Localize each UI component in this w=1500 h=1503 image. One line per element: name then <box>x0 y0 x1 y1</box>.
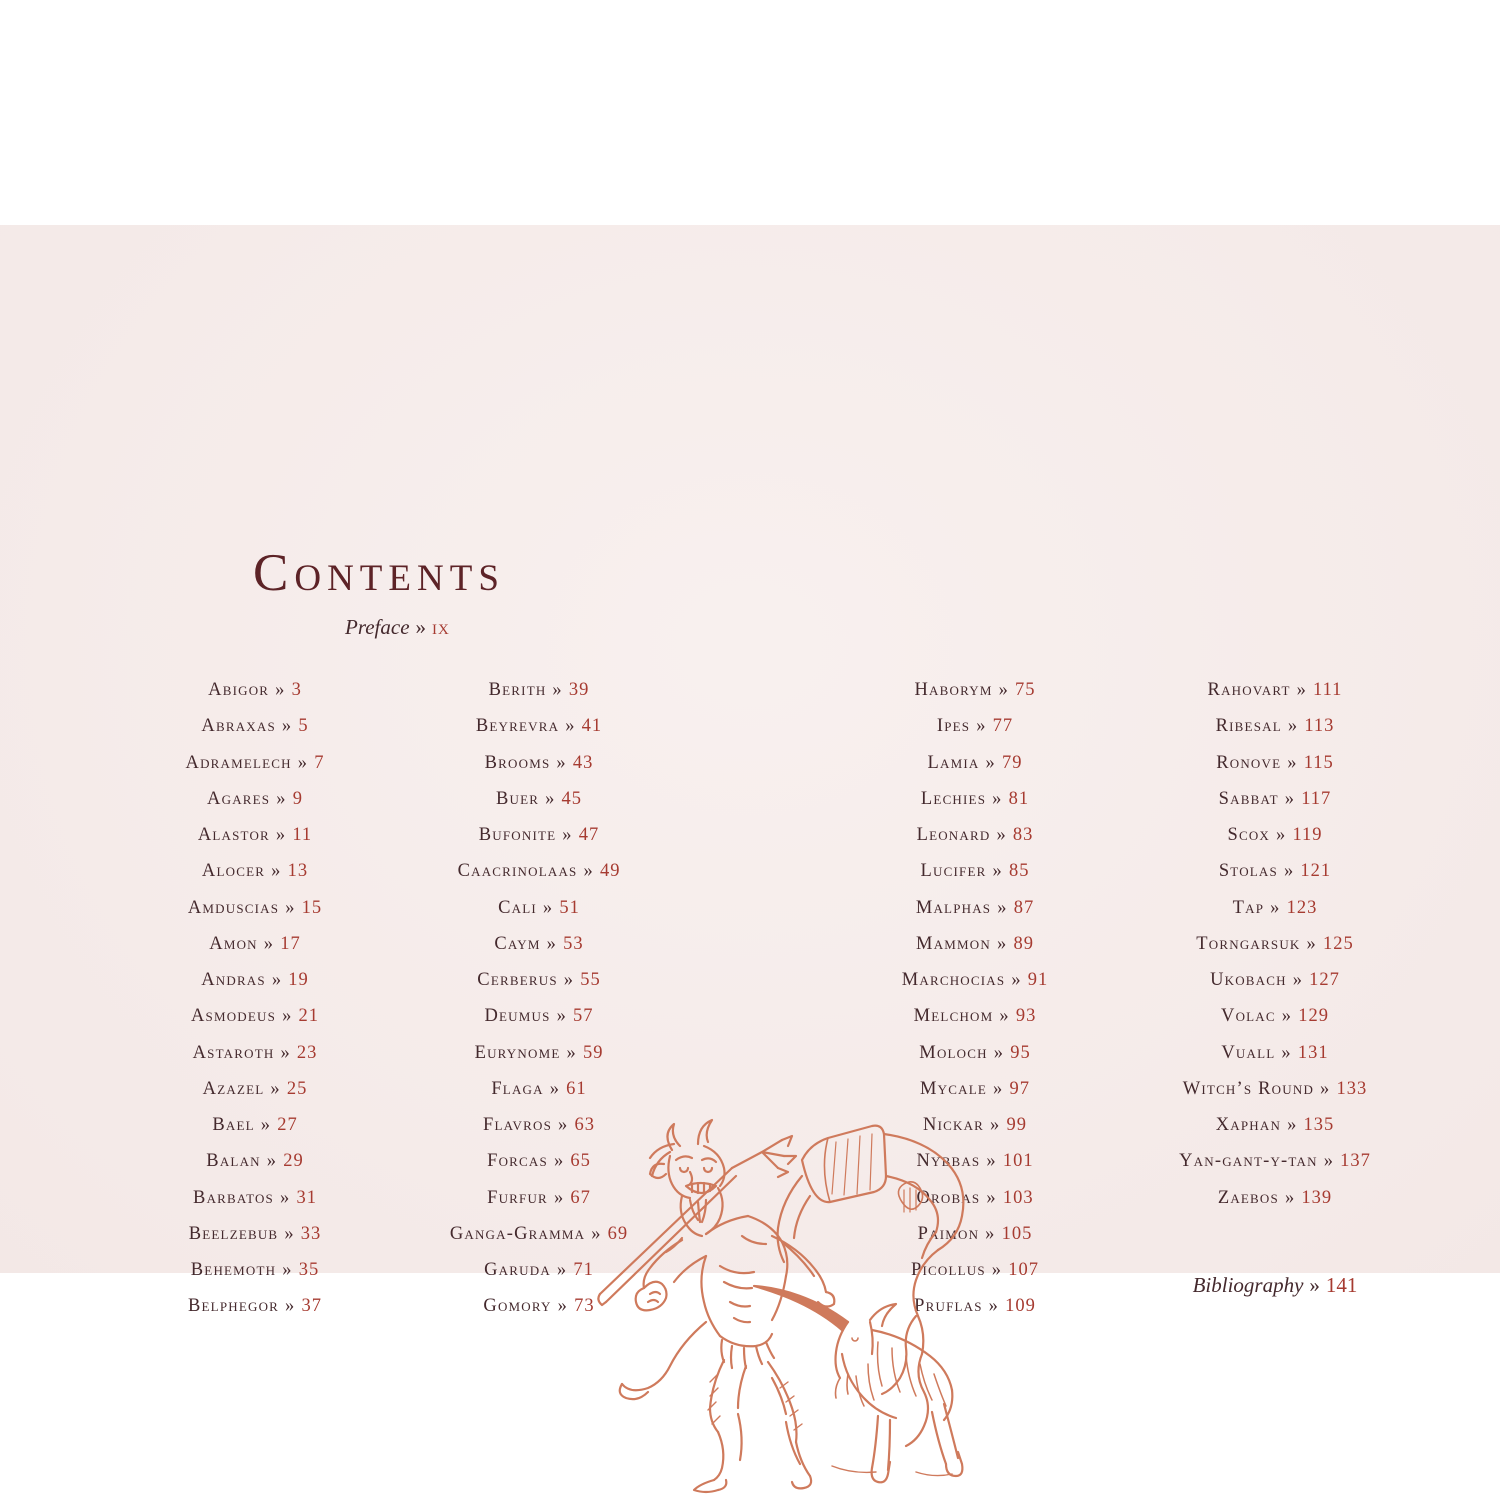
toc-entry <box>383 962 695 998</box>
guillemet-separator: » <box>285 897 296 918</box>
toc-entry <box>95 672 415 708</box>
guillemet-separator: » <box>553 1151 565 1172</box>
guillemet-separator: » <box>1320 1078 1331 1099</box>
entry-name: Furfur <box>487 1187 548 1208</box>
entry-name: Mammon <box>916 933 991 954</box>
toc-entry <box>383 890 695 926</box>
bibliography-entry <box>1108 1273 1442 1298</box>
toc-entry <box>95 781 415 817</box>
guillemet-separator: » <box>1309 1273 1320 1297</box>
guillemet-separator: » <box>1292 970 1304 990</box>
toc-entry <box>818 672 1132 708</box>
entry-name: Bael <box>212 1115 255 1135</box>
entry-page-number: 91 <box>1027 970 1049 990</box>
guillemet-separator: » <box>986 1151 997 1172</box>
entry-name: Nickar <box>923 1115 985 1135</box>
toc-entry <box>818 708 1132 744</box>
entry-page-number: 83 <box>1012 825 1034 845</box>
entry-name: Rahovart <box>1207 680 1291 700</box>
guillemet-separator: » <box>558 1115 569 1135</box>
guillemet-separator: » <box>282 1006 293 1027</box>
entry-page-number: 113 <box>1304 716 1335 737</box>
entry-name: Gomory <box>483 1296 552 1317</box>
entry-name: Caym <box>494 933 541 954</box>
guillemet-separator: » <box>542 897 554 918</box>
toc-entry <box>95 817 415 853</box>
preface-label: Preface <box>345 615 410 639</box>
entry-name: Lucifer <box>920 861 987 882</box>
entry-name: Picollus <box>911 1260 986 1280</box>
entry-name: Astaroth <box>192 1042 275 1063</box>
toc-entry <box>1108 1035 1442 1071</box>
guillemet-separator: » <box>282 1260 293 1280</box>
entry-name: Berith <box>488 680 547 700</box>
guillemet-separator: » <box>1284 788 1296 809</box>
guillemet-separator: » <box>1323 1151 1335 1172</box>
guillemet-separator: » <box>280 1042 291 1063</box>
toc-entry <box>1108 926 1442 962</box>
entry-page-number: 25 <box>286 1078 308 1099</box>
entry-name: Volac <box>1221 1006 1276 1027</box>
entry-page-number: 79 <box>1001 752 1023 773</box>
entry-name: Abigor <box>208 680 270 700</box>
entry-page-number: 89 <box>1013 933 1034 954</box>
entry-page-number: 23 <box>296 1042 318 1063</box>
guillemet-separator: » <box>1281 1006 1293 1027</box>
entry-page-number: 43 <box>572 752 594 773</box>
guillemet-separator: » <box>260 1115 272 1135</box>
entry-page-number: 3 <box>291 680 302 700</box>
entry-name: Orobas <box>916 1187 981 1208</box>
entry-page-number: 39 <box>568 680 590 700</box>
toc-entry <box>1108 708 1442 744</box>
entry-page-number: 93 <box>1015 1006 1037 1027</box>
guillemet-separator: » <box>1306 933 1317 954</box>
toc-entry <box>95 853 415 889</box>
entry-name: Alocer <box>201 861 266 882</box>
guillemet-separator: » <box>996 825 1007 845</box>
toc-entry <box>818 890 1132 926</box>
toc-entry <box>818 853 1132 889</box>
entry-name: Ukobach <box>1210 970 1287 990</box>
entry-name: Ipes <box>936 716 971 737</box>
entry-page-number: 33 <box>300 1223 322 1244</box>
entry-name: Mycale <box>920 1078 988 1099</box>
guillemet-separator: » <box>275 825 287 845</box>
demon-figure <box>598 1120 834 1492</box>
page-title: Contents <box>253 544 505 602</box>
toc-column-1 <box>95 672 415 1325</box>
entry-page-number: 77 <box>992 716 1014 737</box>
entry-page-number: 15 <box>301 897 323 918</box>
entry-page-number: 105 <box>1001 1223 1033 1244</box>
entry-page-number: 75 <box>1015 680 1036 700</box>
entry-name: Andras <box>201 970 266 990</box>
entry-name: Melchom <box>913 1006 994 1027</box>
toc-entry <box>1108 998 1442 1034</box>
entry-page-number: 13 <box>287 861 309 882</box>
entry-page-number: 49 <box>599 861 621 882</box>
toc-entry <box>95 1288 415 1324</box>
entry-name: Azazel <box>202 1078 265 1099</box>
guillemet-separator: » <box>556 1260 568 1280</box>
entry-page-number: 135 <box>1303 1115 1335 1135</box>
guillemet-separator: » <box>992 861 1003 882</box>
entry-name: Belphegor <box>188 1296 280 1317</box>
entry-page-number: 115 <box>1303 752 1334 773</box>
guillemet-separator: » <box>546 933 558 954</box>
entry-name: Flaga <box>491 1078 544 1099</box>
entry-page-number: 85 <box>1008 861 1030 882</box>
entry-page-number: 21 <box>298 1006 320 1027</box>
toc-entry <box>95 926 415 962</box>
guillemet-separator: » <box>583 861 594 882</box>
toc-entry <box>1108 1180 1442 1216</box>
toc-entry <box>1108 672 1442 708</box>
toc-entry <box>818 1071 1132 1107</box>
toc-entry <box>95 745 415 781</box>
preface-page-number: ix <box>432 615 450 639</box>
entry-page-number: 73 <box>574 1296 595 1317</box>
guillemet-separator: » <box>263 933 275 954</box>
guillemet-separator: » <box>986 1187 997 1208</box>
entry-name: Ganga-Gramma <box>449 1223 586 1244</box>
toc-entry <box>1108 781 1442 817</box>
entry-page-number: 53 <box>563 933 584 954</box>
entry-page-number: 111 <box>1313 680 1343 700</box>
guillemet-separator: » <box>415 615 427 639</box>
guillemet-separator: » <box>996 933 1008 954</box>
guillemet-separator: » <box>1281 1042 1292 1063</box>
guillemet-separator: » <box>993 1078 1004 1099</box>
entry-name: Amon <box>209 933 258 954</box>
entry-page-number: 99 <box>1006 1115 1027 1135</box>
entry-name: Nybbas <box>916 1151 981 1172</box>
entry-name: Deumus <box>484 1006 551 1027</box>
toc-entry <box>95 1071 415 1107</box>
toc-entry <box>383 853 695 889</box>
entry-page-number: 9 <box>292 788 303 809</box>
entry-name: Forcas <box>487 1151 548 1172</box>
bibliography-label: Bibliography <box>1192 1273 1304 1297</box>
guillemet-separator: » <box>562 825 573 845</box>
entry-name: Bufonite <box>478 825 557 845</box>
toc-entry <box>95 1143 415 1179</box>
entry-page-number: 47 <box>578 825 600 845</box>
entry-page-number: 87 <box>1013 897 1035 918</box>
entry-name: Malphas <box>915 897 992 918</box>
guillemet-separator: » <box>591 1223 602 1244</box>
guillemet-separator: » <box>993 1042 1005 1063</box>
entry-name: Sabbat <box>1218 788 1279 809</box>
entry-name: Haborym <box>914 680 993 700</box>
guillemet-separator: » <box>998 680 1010 700</box>
toc-entry <box>383 998 695 1034</box>
entry-page-number: 29 <box>283 1151 304 1172</box>
entry-page-number: 121 <box>1300 861 1332 882</box>
toc-entry <box>95 1216 415 1252</box>
toc-entry <box>1108 1071 1442 1107</box>
entry-page-number: 59 <box>582 1042 604 1063</box>
toc-entry <box>1108 853 1442 889</box>
entry-page-number: 139 <box>1301 1187 1333 1208</box>
entry-name: Garuda <box>484 1260 551 1280</box>
guillemet-separator: » <box>270 1078 281 1099</box>
entry-name: Moloch <box>919 1042 988 1063</box>
entry-page-number: 65 <box>570 1151 591 1172</box>
entry-name: Caacrinolaas <box>457 861 578 882</box>
toc-entry <box>383 781 695 817</box>
toc-entry <box>1108 1107 1442 1143</box>
guillemet-separator: » <box>281 716 293 737</box>
entry-page-number: 27 <box>277 1115 298 1135</box>
entry-name: Barbatos <box>193 1187 274 1208</box>
toc-entry <box>95 962 415 998</box>
entry-page-number: 57 <box>573 1006 594 1027</box>
guillemet-separator: » <box>1283 861 1295 882</box>
entry-page-number: 61 <box>566 1078 587 1099</box>
toc-entry <box>818 1035 1132 1071</box>
entry-name: Paimon <box>917 1223 980 1244</box>
entry-page-number: 95 <box>1010 1042 1031 1063</box>
toc-entry <box>95 998 415 1034</box>
guillemet-separator: » <box>271 970 283 990</box>
toc-entry <box>383 708 695 744</box>
entry-name: Agares <box>207 788 271 809</box>
toc-entry <box>818 998 1132 1034</box>
toc-entry <box>1108 890 1442 926</box>
bibliography-page-number: 141 <box>1325 1273 1358 1297</box>
toc-entry <box>383 672 695 708</box>
guillemet-separator: » <box>549 1078 561 1099</box>
entry-page-number: 35 <box>298 1260 320 1280</box>
guillemet-separator: » <box>1296 680 1308 700</box>
entry-page-number: 127 <box>1309 970 1340 990</box>
entry-name: Cali <box>498 897 537 918</box>
entry-name: Adramelech <box>185 752 292 773</box>
entry-name: Ribesal <box>1215 716 1282 737</box>
toc-entry <box>1108 962 1442 998</box>
entry-name: Torngarsuk <box>1196 933 1301 954</box>
demon-goat-illustration <box>586 1116 984 1498</box>
entry-page-number: 133 <box>1336 1078 1368 1099</box>
entry-page-number: 125 <box>1322 933 1354 954</box>
guillemet-separator: » <box>988 1296 1000 1317</box>
entry-page-number: 107 <box>1008 1260 1039 1280</box>
toc-entry <box>95 708 415 744</box>
entry-name: Xaphan <box>1215 1115 1282 1135</box>
entry-name: Tap <box>1232 897 1265 918</box>
entry-name: Alastor <box>197 825 270 845</box>
entry-page-number: 119 <box>1292 825 1323 845</box>
entry-name: Pruflas <box>914 1296 983 1317</box>
toc-entry <box>1108 817 1442 853</box>
guillemet-separator: » <box>990 1115 1001 1135</box>
guillemet-separator: » <box>1270 897 1281 918</box>
guillemet-separator: » <box>280 1187 291 1208</box>
entry-name: Abraxas <box>201 716 276 737</box>
guillemet-separator: » <box>991 1260 1003 1280</box>
guillemet-separator: » <box>566 1042 577 1063</box>
entry-page-number: 109 <box>1005 1296 1036 1317</box>
toc-entry <box>95 890 415 926</box>
guillemet-separator: » <box>1287 752 1298 773</box>
guillemet-separator: » <box>557 1296 569 1317</box>
guillemet-separator: » <box>545 788 556 809</box>
entry-name: Asmodeus <box>190 1006 277 1027</box>
entry-page-number: 31 <box>296 1187 317 1208</box>
entry-name: Zaebos <box>1217 1187 1279 1208</box>
entry-name: Yan-gant-y-tan <box>1179 1151 1318 1172</box>
entry-name: Ronove <box>1216 752 1282 773</box>
guillemet-separator: » <box>1287 1115 1298 1135</box>
entry-name: Cerberus <box>477 970 558 990</box>
entry-page-number: 17 <box>280 933 301 954</box>
toc-entry <box>95 1180 415 1216</box>
toc-entry <box>383 926 695 962</box>
entry-name: Witch’s Round <box>1182 1078 1315 1099</box>
entry-name: Beyrevra <box>475 716 560 737</box>
entry-name: Flavros <box>483 1115 553 1135</box>
guillemet-separator: » <box>556 752 567 773</box>
entry-name: Beelzebub <box>188 1223 279 1244</box>
entry-name: Scox <box>1227 825 1270 845</box>
guillemet-separator: » <box>1011 970 1022 990</box>
toc-entry <box>818 781 1132 817</box>
entry-page-number: 69 <box>607 1223 629 1244</box>
entry-page-number: 81 <box>1008 788 1030 809</box>
guillemet-separator: » <box>285 1296 296 1317</box>
guillemet-separator: » <box>992 788 1003 809</box>
guillemet-separator: » <box>1276 825 1287 845</box>
entry-page-number: 129 <box>1298 1006 1329 1027</box>
guillemet-separator: » <box>275 680 286 700</box>
entry-page-number: 71 <box>573 1260 594 1280</box>
entry-name: Balan <box>206 1151 261 1172</box>
toc-entry <box>818 962 1132 998</box>
entry-page-number: 103 <box>1002 1187 1034 1208</box>
entry-page-number: 45 <box>561 788 583 809</box>
preface-entry <box>345 615 450 640</box>
toc-entry <box>383 1035 695 1071</box>
guillemet-separator: » <box>276 788 287 809</box>
entry-name: Amduscias <box>187 897 280 918</box>
banner-horn <box>778 1126 964 1446</box>
entry-page-number: 37 <box>301 1296 322 1317</box>
toc-entry <box>95 1035 415 1071</box>
guillemet-separator: » <box>297 752 309 773</box>
toc-entry <box>383 817 695 853</box>
guillemet-separator: » <box>556 1006 568 1027</box>
guillemet-separator: » <box>985 1223 996 1244</box>
entry-page-number: 19 <box>288 970 309 990</box>
guillemet-separator: » <box>999 1006 1010 1027</box>
guillemet-separator: » <box>1284 1187 1296 1208</box>
entry-page-number: 97 <box>1009 1078 1030 1099</box>
toc-entry <box>818 926 1132 962</box>
entry-page-number: 5 <box>298 716 309 737</box>
entry-page-number: 123 <box>1286 897 1318 918</box>
guillemet-separator: » <box>565 716 576 737</box>
entry-name: Marchocias <box>901 970 1006 990</box>
toc-entry <box>95 1107 415 1143</box>
entry-name: Stolas <box>1218 861 1278 882</box>
entry-name: Eurynome <box>474 1042 561 1063</box>
entry-page-number: 101 <box>1002 1151 1034 1172</box>
entry-name: Brooms <box>484 752 551 773</box>
entry-name: Vuall <box>1221 1042 1276 1063</box>
entry-page-number: 41 <box>581 716 603 737</box>
entry-page-number: 11 <box>292 825 313 845</box>
book-page <box>0 225 1500 1317</box>
toc-entry <box>818 817 1132 853</box>
entry-page-number: 7 <box>314 752 325 773</box>
toc-entry <box>383 745 695 781</box>
toc-entry <box>95 1252 415 1288</box>
entry-name: Behemoth <box>190 1260 277 1280</box>
entry-page-number: 67 <box>570 1187 591 1208</box>
entry-page-number: 117 <box>1301 788 1332 809</box>
entry-name: Lamia <box>927 752 980 773</box>
entry-page-number: 51 <box>559 897 580 918</box>
guillemet-separator: » <box>266 1151 278 1172</box>
guillemet-separator: » <box>997 897 1008 918</box>
guillemet-separator: » <box>284 1223 295 1244</box>
toc-entry <box>818 745 1132 781</box>
guillemet-separator: » <box>563 970 575 990</box>
guillemet-separator: » <box>271 861 282 882</box>
entry-page-number: 131 <box>1297 1042 1329 1063</box>
toc-entry <box>383 1071 695 1107</box>
entry-name: Lechies <box>920 788 987 809</box>
entry-page-number: 63 <box>574 1115 595 1135</box>
entry-name: Leonard <box>916 825 991 845</box>
guillemet-separator: » <box>1287 716 1299 737</box>
entry-page-number: 55 <box>580 970 601 990</box>
entry-name: Buer <box>495 788 540 809</box>
toc-column-4 <box>1108 672 1442 1216</box>
guillemet-separator: » <box>553 1187 565 1208</box>
guillemet-separator: » <box>985 752 996 773</box>
guillemet-separator: » <box>552 680 563 700</box>
entry-page-number: 137 <box>1340 1151 1371 1172</box>
toc-entry <box>1108 745 1442 781</box>
toc-entry <box>1108 1143 1442 1179</box>
guillemet-separator: » <box>976 716 987 737</box>
